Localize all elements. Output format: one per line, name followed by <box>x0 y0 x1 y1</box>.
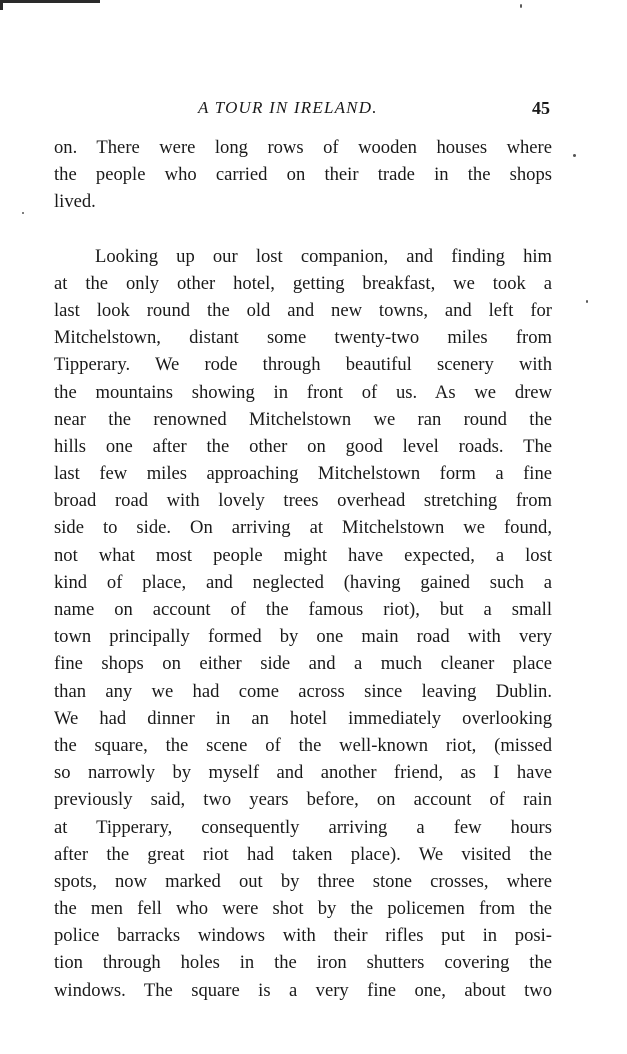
scan-speck <box>586 300 588 303</box>
text-line: at Tipperary, consequently arriving a few hours <box>54 816 552 838</box>
text-line: the mountains showing in front of us. As we drew <box>54 381 552 403</box>
text-line: town principally formed by one main road with very <box>54 626 552 648</box>
text-line: last few miles approaching Mitchelstown form a fine <box>54 463 552 485</box>
text-line: the men fell who were shot by the policemen from the <box>54 898 552 920</box>
text-line: after the great riot had taken place). We visited the <box>54 843 552 865</box>
running-title: A TOUR IN IRELAND. <box>198 98 378 117</box>
text-line: side to side. On arriving at Mitchelstown we found, <box>54 517 552 539</box>
body-text <box>54 134 552 1004</box>
text-line: hills one after the other on good level roads. The <box>54 435 552 457</box>
text-line: broad road with lovely trees overhead stretching from <box>54 490 552 512</box>
scan-speck <box>22 212 24 214</box>
text-line: We had dinner in an hotel immediately overlooking <box>54 707 552 729</box>
page-number: 45 <box>532 98 550 118</box>
text-line: the square, the scene of the well-known riot, (missed <box>54 734 552 756</box>
paragraph-1 <box>54 134 552 216</box>
text-line: than any we had come across since leaving Dublin. <box>54 680 552 702</box>
text-line: kind of place, and neglected (having gained such a <box>54 571 552 593</box>
top-edge-rule <box>0 0 100 3</box>
text-line: fine shops on either side and a much cleaner place <box>54 653 552 675</box>
text-line: the people who carried on their trade in the shops <box>54 164 552 186</box>
scan-speck <box>520 4 522 8</box>
text-line: previously said, two years before, on account of rain <box>54 789 552 811</box>
text-line: name on account of the famous riot), but a small <box>54 599 552 620</box>
text-line: spots, now marked out by three stone crosses, where <box>54 870 552 892</box>
running-header <box>0 95 627 121</box>
text-line: not what most people might have expected, a lost <box>54 544 552 566</box>
text-line: last look round the old and new towns, and left for <box>54 299 552 321</box>
text-line: near the renowned Mitchelstown we ran round the <box>54 408 552 430</box>
text-line: Tipperary. We rode through beautiful scenery with <box>54 354 552 376</box>
text-line: Looking up our lost companion, and finding him <box>95 245 552 267</box>
text-line: on. There were long rows of wooden houses where <box>54 137 552 158</box>
paragraph-2 <box>54 243 552 1004</box>
text-line: so narrowly by myself and another friend, as I have <box>54 762 552 784</box>
text-line: lived. <box>54 191 96 213</box>
text-line: police barracks windows with their rifles put in posi- <box>54 925 552 947</box>
text-line: windows. The square is a very fine one, about two <box>54 979 552 1001</box>
text-line: at the only other hotel, getting breakfast, we took a <box>54 272 552 294</box>
text-line: tion through holes in the iron shutters covering the <box>54 952 552 974</box>
text-line: Mitchelstown, distant some twenty-two miles from <box>54 327 552 349</box>
scan-speck <box>573 154 576 157</box>
top-edge-mark <box>0 0 3 10</box>
